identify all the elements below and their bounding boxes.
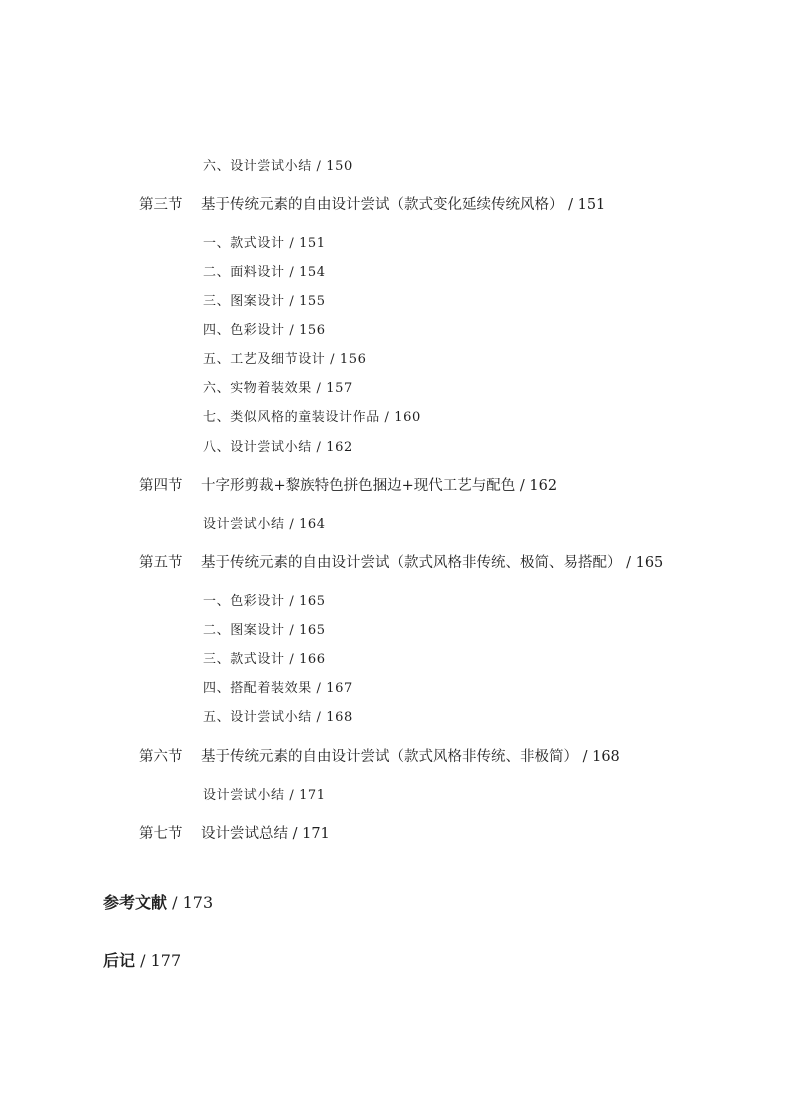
toc-entry[interactable] bbox=[203, 319, 326, 338]
toc-entry[interactable] bbox=[203, 784, 326, 803]
toc-section-5[interactable] bbox=[139, 551, 663, 572]
section-page: / 162 bbox=[515, 478, 558, 494]
section-page: / 165 bbox=[621, 555, 664, 571]
toc-afterword[interactable] bbox=[103, 948, 181, 971]
section-label: 第四节 bbox=[139, 478, 183, 494]
section-label: 第七节 bbox=[139, 826, 183, 842]
toc-entry-title: 三、款式设计 bbox=[203, 652, 285, 667]
toc-entry-title: 二、图案设计 bbox=[203, 623, 285, 638]
section-page: / 151 bbox=[563, 197, 606, 213]
toc-entry-page: / 151 bbox=[284, 236, 326, 251]
toc-entry[interactable] bbox=[203, 706, 353, 725]
section-title: 十字形剪裁+黎族特色拼色捆边+现代工艺与配色 bbox=[201, 478, 516, 494]
toc-references[interactable] bbox=[103, 890, 213, 913]
toc-entry-title: 五、工艺及细节设计 bbox=[203, 352, 326, 367]
toc-entry[interactable] bbox=[203, 377, 353, 396]
toc-entry[interactable] bbox=[203, 619, 326, 638]
toc-entry[interactable] bbox=[203, 406, 421, 425]
toc-entry-title: 六、设计尝试小结 bbox=[203, 159, 312, 174]
toc-entry[interactable] bbox=[203, 677, 353, 696]
toc-entry-page: / 156 bbox=[284, 323, 326, 338]
toc-entry[interactable] bbox=[203, 155, 353, 174]
toc-entry-page: / 160 bbox=[379, 410, 421, 425]
toc-entry[interactable] bbox=[203, 348, 366, 367]
toc-section-7[interactable] bbox=[139, 822, 330, 843]
toc-section-6[interactable] bbox=[139, 745, 620, 766]
section-title: 基于传统元素的自由设计尝试（款式风格非传统、极简、易搭配） bbox=[201, 555, 622, 571]
toc-entry-page: / 165 bbox=[284, 623, 326, 638]
toc-entry-title: 七、类似风格的童装设计作品 bbox=[203, 410, 380, 425]
toc-entry-title: 一、色彩设计 bbox=[203, 594, 285, 609]
section-title: 设计尝试总结 bbox=[201, 826, 288, 842]
toc-entry[interactable] bbox=[203, 261, 326, 280]
toc-entry-page: / 156 bbox=[325, 352, 367, 367]
toc-section-3[interactable] bbox=[139, 193, 605, 214]
toc-entry-title: 设计尝试小结 bbox=[203, 788, 285, 803]
toc-entry[interactable] bbox=[203, 232, 326, 251]
section-label: 第三节 bbox=[139, 197, 183, 213]
section-title: 基于传统元素的自由设计尝试（款式变化延续传统风格） bbox=[201, 197, 564, 213]
toc-entry[interactable] bbox=[203, 436, 353, 455]
section-page: / 168 bbox=[578, 749, 620, 765]
toc-entry-page: / 171 bbox=[284, 788, 326, 803]
toc-entry[interactable] bbox=[203, 513, 326, 532]
toc-entry-page: / 155 bbox=[284, 294, 326, 309]
toc-entry[interactable] bbox=[203, 590, 326, 609]
toc-entry[interactable] bbox=[203, 648, 326, 667]
toc-entry[interactable] bbox=[203, 290, 326, 309]
section-label: 第五节 bbox=[139, 555, 183, 571]
toc-entry-page: / 150 bbox=[311, 159, 353, 174]
chapter-title: 后记 bbox=[103, 951, 136, 970]
toc-entry-title: 八、设计尝试小结 bbox=[203, 440, 312, 455]
section-page: / 171 bbox=[288, 826, 330, 842]
toc-entry-title: 三、图案设计 bbox=[203, 294, 285, 309]
toc-entry-page: / 165 bbox=[284, 594, 326, 609]
chapter-page: / 177 bbox=[135, 951, 182, 970]
toc-entry-title: 一、款式设计 bbox=[203, 236, 285, 251]
toc-section-4[interactable] bbox=[139, 474, 557, 495]
section-title: 基于传统元素的自由设计尝试（款式风格非传统、非极简） bbox=[201, 749, 578, 765]
toc-entry-title: 四、色彩设计 bbox=[203, 323, 285, 338]
toc-entry-title: 设计尝试小结 bbox=[203, 517, 285, 532]
toc-entry-title: 六、实物着装效果 bbox=[203, 381, 312, 396]
toc-entry-page: / 162 bbox=[311, 440, 353, 455]
toc-entry-page: / 166 bbox=[284, 652, 326, 667]
toc-entry-page: / 167 bbox=[311, 681, 353, 696]
toc-entry-title: 五、设计尝试小结 bbox=[203, 710, 312, 725]
toc-entry-title: 二、面料设计 bbox=[203, 265, 285, 280]
toc-entry-page: / 164 bbox=[284, 517, 326, 532]
toc-entry-title: 四、搭配着装效果 bbox=[203, 681, 312, 696]
toc-entry-page: / 154 bbox=[284, 265, 326, 280]
toc-entry-page: / 157 bbox=[311, 381, 353, 396]
toc-entry-page: / 168 bbox=[311, 710, 353, 725]
chapter-title: 参考文献 bbox=[103, 893, 168, 912]
chapter-page: / 173 bbox=[167, 893, 214, 912]
section-label: 第六节 bbox=[139, 749, 183, 765]
